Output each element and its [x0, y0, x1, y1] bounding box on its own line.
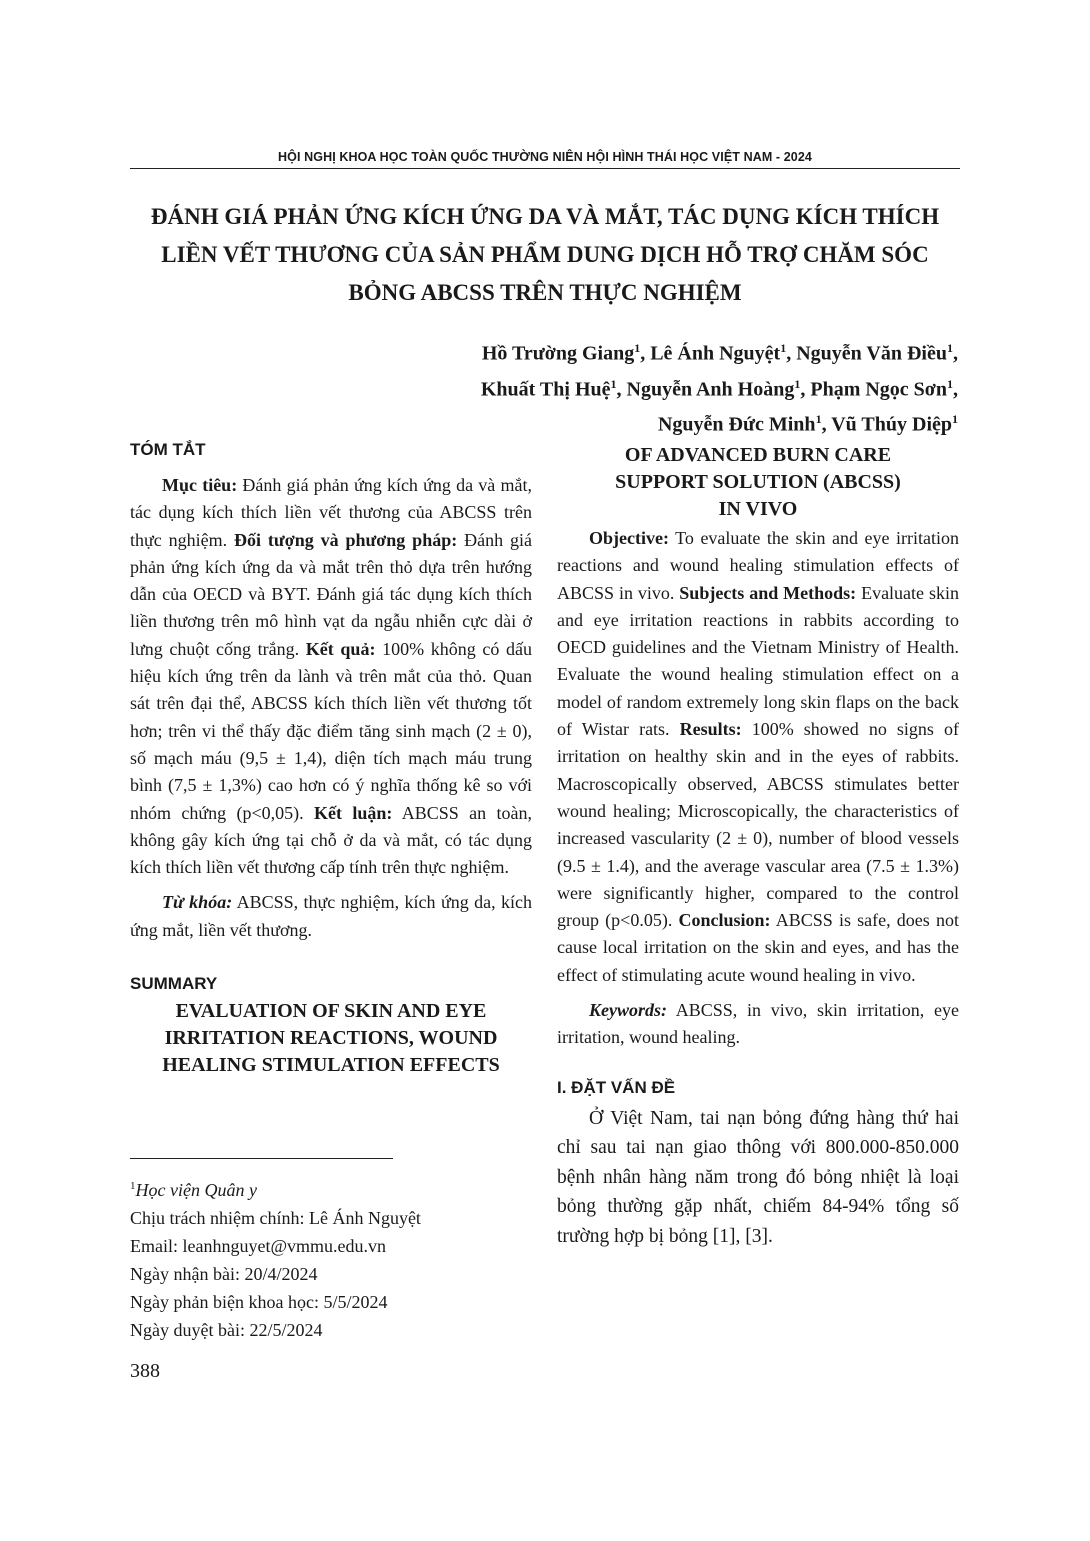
author-line: Khuất Thị Huệ$^1$, Nguyễn Anh Hoàng$^1$, Phạm Ngọc Sơn$^1$,	[480, 376, 958, 401]
abstract-heading: TÓM TẮT	[130, 440, 206, 459]
footnotes	[130, 1172, 421, 1344]
results-label: Results:	[679, 719, 742, 740]
affiliation-mark: 1	[947, 341, 953, 355]
author-name: Hồ Trường Giang	[481, 342, 635, 365]
affiliation-mark: 1	[130, 1180, 136, 1192]
author-name: Khuất Thị Huệ	[480, 378, 611, 401]
right-column	[557, 440, 959, 1251]
intro-paragraph: Ở Việt Nam, tai nạn bỏng đứng hàng thứ hai chỉ sau tai nạn giao thông với 800.000-850.000 bệnh nhân hàng năm trong đó bỏng nhiệt là loại bỏng thường gặp nhất, chiếm 84-94% tổng số trường hợp bị bỏng [1], [3].	[557, 1107, 959, 1247]
methods-label: Đối tượng và phương pháp:	[234, 529, 458, 550]
running-header: HỘI NGHỊ KHOA HỌC TOÀN QUỐC THƯỜNG NIÊN HỘI HÌNH THÁI HỌC VIỆT NAM - 2024	[278, 150, 812, 164]
conclusion-text: ABCSS an toàn, không gây kích ứng tại chỗ ở da và mắt, có tác dụng kích thích liền vết thương cấp tính trên thực nghiệm.	[130, 802, 532, 878]
english-title-part1	[130, 998, 532, 1079]
results-text: 100% không có dấu hiệu kích ứng trên da lành và trên mắt của thỏ. Quan sát trên đại thể, ABCSS kích thích liền vết thương tốt hơn; trên vi thể thấy đặc điểm tăng sinh mạch (2 ± 0), số mạch máu (9,5 ± 1,4), diện tích mạch máu trung bình (7,5 ± 1,3%) cao hơn có ý nghĩa thống kê so với nhóm chứng (p<0,05).	[130, 638, 532, 823]
reviewed-date: Ngày phản biện khoa học: 5/5/2024	[130, 1292, 388, 1312]
results-text: 100% showed no signs of irritation on healthy skin and in the eyes of rabbits. Macroscopically observed, ABCSS stimulates better wound healing; Microscopically, the characteristics of increased vascularity (2 ± 0), number of blood vessels (9.5 ± 1.4), and the average vascular area (7.5 ± 1.3%) were significantly higher, compared to the control group (p<0.05).	[557, 719, 959, 931]
affiliation-mark: 1	[780, 341, 787, 355]
author-line: Hồ Trường Giang$^1$, Lê Ánh Nguyệt$^1$, Nguyễn Văn Điều$^1$,	[481, 341, 958, 365]
title-line: LIỀN VẾT THƯƠNG CỦA SẢN PHẨM DUNG DỊCH HỖ TRỢ CHĂM SÓC	[161, 242, 929, 267]
abstract-en-paragraph	[557, 525, 959, 989]
intro-heading: I. ĐẶT VẤN ĐỀ	[557, 1077, 676, 1097]
author-list	[481, 333, 958, 440]
objective-text: To evaluate the skin and eye irritation reactions and wound healing stimulation effects of ABCSS in vivo.	[557, 528, 959, 603]
author-name: Lê Ánh Nguyệt	[650, 342, 781, 365]
affiliation-mark: 1	[794, 376, 801, 391]
page-number: 388	[130, 1360, 160, 1382]
author-name: Nguyễn Văn Điều	[796, 342, 947, 365]
author-line: Nguyễn Đức Minh$^1$, Vũ Thúy Diệp$^1$	[657, 412, 958, 436]
summary-heading: SUMMARY	[130, 974, 218, 994]
results-label: Kết quả:	[305, 638, 376, 659]
abstract-vi-paragraph	[130, 472, 532, 881]
english-title-line: OF ADVANCED BURN CARE	[624, 444, 892, 466]
accepted-date: Ngày duyệt bài: 22/5/2024	[130, 1320, 323, 1340]
english-title-line: EVALUATION OF SKIN AND EYE	[175, 1000, 487, 1023]
english-title-line: IRRITATION REACTIONS, WOUND	[164, 1027, 498, 1050]
methods-text: Đánh giá phản ứng kích ứng da và mắt trên thỏ dựa trên hướng dẫn của OECD và BYT. Đánh giá tác dụng kích thích liền thương trên mô hình vạt da ngẫu nhiễn cực dài ở lưng chuột cống trắng.	[130, 529, 532, 659]
objective-text: Đánh giá phản ứng kích ứng da và mắt, tác dụng kích thích liền vết thương của ABCSS trên thực nghiệm.	[130, 475, 532, 550]
objective-label: Objective:	[589, 528, 669, 548]
objective-label: Mục tiêu:	[162, 475, 238, 495]
keywords-vi	[130, 889, 532, 944]
keywords-label: Keywords:	[589, 1000, 667, 1021]
affiliation-mark: 1	[634, 341, 641, 355]
title-line: ĐÁNH GIÁ PHẢN ỨNG KÍCH ỨNG DA VÀ MẮT, TÁC DỤNG KÍCH THÍCH	[150, 204, 940, 229]
author-name: Nguyễn Anh Hoàng	[626, 378, 795, 401]
paper-title	[130, 198, 960, 312]
english-title-line: IN VIVO	[718, 498, 798, 520]
keywords-text: ABCSS, in vivo, skin irritation, eye irritation, wound healing.	[557, 1000, 959, 1048]
english-title-line: HEALING STIMULATION EFFECTS	[162, 1054, 500, 1077]
english-title-line: SUPPORT SOLUTION (ABCSS)	[615, 471, 901, 493]
affiliation-mark: 1	[952, 412, 958, 427]
footnote-rule	[130, 1158, 393, 1159]
conclusion-label: Kết luận:	[313, 802, 393, 823]
keywords-en	[557, 997, 959, 1052]
author-name: Nguyễn Đức Minh	[657, 413, 816, 436]
title-line: BỎNG ABCSS TRÊN THỰC NGHIỆM	[348, 280, 742, 305]
affiliation-mark: 1	[815, 412, 822, 427]
english-title-part2	[557, 442, 959, 523]
author-name: Phạm Ngọc Sơn	[810, 378, 947, 401]
left-column	[130, 440, 532, 1079]
keywords-text: ABCSS, thực nghiệm, kích ứng da, kích ứng mắt, liền vết thương.	[130, 892, 532, 940]
conclusion-text: ABCSS is safe, does not cause local irritation on the skin and eyes, and has the effect of stimulating acute wound healing in vivo.	[557, 910, 959, 985]
email: Email: leanhnguyet@vmmu.edu.vn	[130, 1236, 387, 1256]
methods-label: Subjects and Methods:	[679, 582, 857, 603]
header-rule	[130, 168, 960, 169]
affiliation-mark: 1	[947, 376, 953, 391]
affiliation-footnote	[130, 1172, 421, 1204]
affiliation-text: Học viện Quân y	[135, 1180, 257, 1200]
keywords-label: Từ khóa:	[162, 892, 233, 913]
affiliation-mark: 1	[610, 376, 617, 391]
methods-text: Evaluate skin and eye irritation reactions in rabbits according to OECD guidelines and the Vietnam Ministry of Health. Evaluate the wound healing stimulation effect on a model of random extremely long skin flaps on the back of Wistar rats.	[557, 582, 959, 740]
conclusion-label: Conclusion:	[678, 910, 771, 931]
corresponding-author: Chịu trách nhiệm chính: Lê Ánh Nguyệt	[130, 1208, 421, 1228]
received-date: Ngày nhận bài: 20/4/2024	[130, 1264, 318, 1284]
author-name: Vũ Thúy Diệp	[831, 413, 952, 436]
